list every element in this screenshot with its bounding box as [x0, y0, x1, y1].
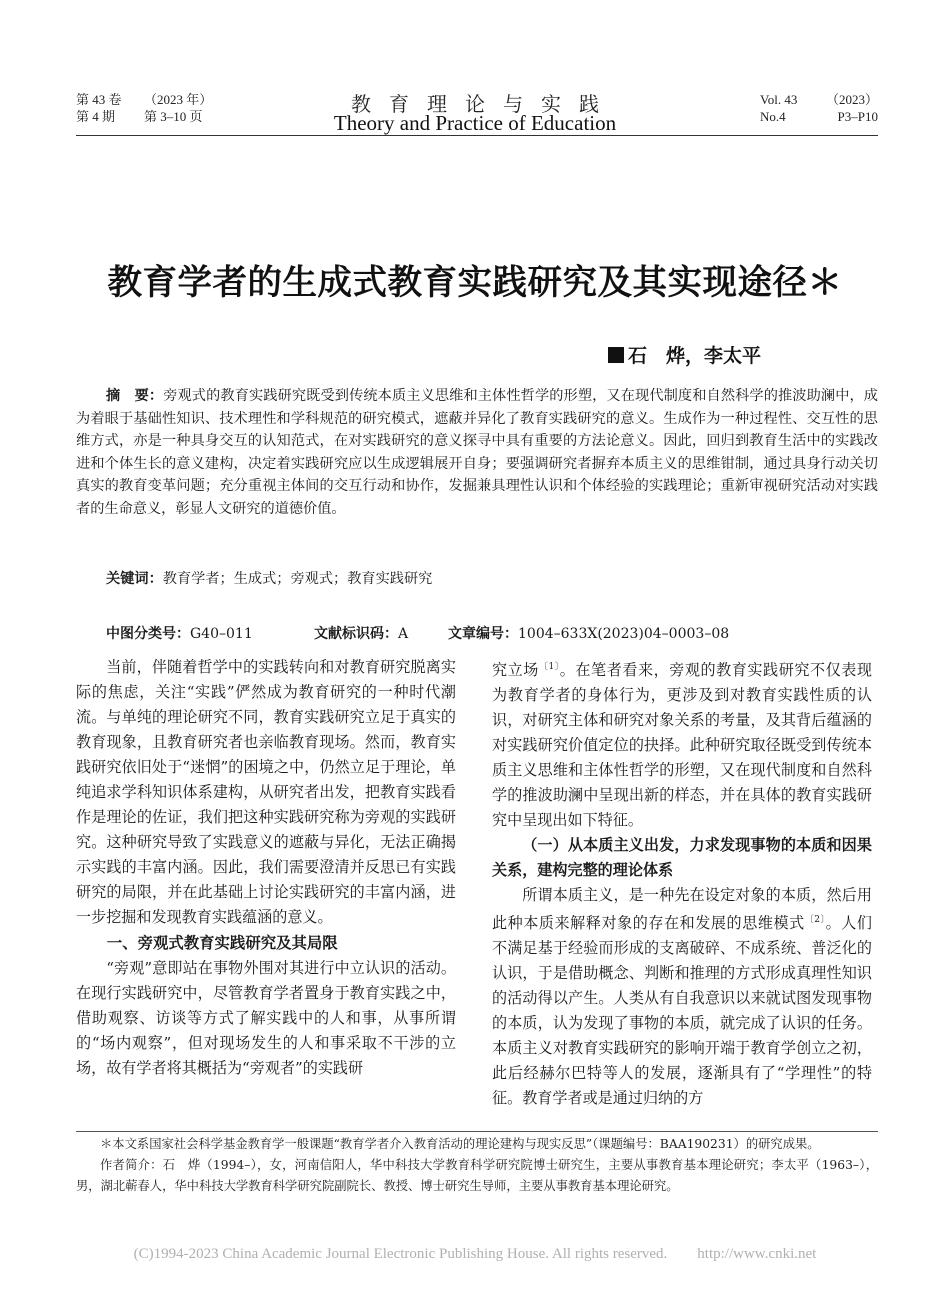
body-paragraph: “旁观”意即站在事物外围对其进行中立认识的活动。在现行实践研究中，尽管教育学者置身于教育实践之中，借助观察、访谈等方式了解实践中的人和事，从事所谓的“场内观察”，但对现场发生的人和事采取不干涉的立场，故有学者将其概括为“旁观者”的实践研	[76, 959, 456, 1077]
clc-label: 中图分类号：	[106, 626, 190, 642]
article-id-label: 文章编号：	[448, 626, 518, 642]
footnotes	[76, 1134, 878, 1197]
journal-title-cn: 教育理论与实践	[351, 92, 617, 116]
authors	[608, 341, 761, 368]
body-column-left	[76, 655, 456, 1081]
section-heading: 一、旁观式教育实践研究及其局限	[106, 934, 338, 952]
footnote-funding: ＊本文系国家社会科学基金教育学一般课题“教育学者介入教育活动的理论建构与现实反思”（课题编号：BAA190231）的研究成果。	[100, 1137, 820, 1151]
copyright-footer: (C)1994-2023 China Academic Journal Electronic Publishing House. All rights reserved. http://www.cnki.net	[133, 1246, 817, 1262]
keywords-label: 关键词：	[106, 571, 163, 587]
citation-ref[interactable]: 〔2〕	[804, 915, 826, 925]
paragraph-lead: 究立场	[492, 661, 539, 679]
body-paragraph: 当前，伴随着哲学中的实践转向和对教育研究脱离实际的焦虑，关注“实践”俨然成为教育研究的一种时代潮流。与单纯的理论研究不同，教育实践研究立足于真实的教育现象，且教育研究者也亲临教育现场。然而，教育实践研究依旧处于“迷惘”的困境之中，仍然立足于理论，单纯追求学科知识体系建构，从研究者出发，把教育实践看作是理论的佐证，我们把这种实践研究称为旁观的实践研究。这种研究导致了实践意义的遮蔽与异化，无法正确揭示实践的丰富内涵。因此，我们需要澄清并反思已有实践研究的局限，并在此基础上讨论实践研究的丰富内涵，进一步挖掘和发现教育实践蕴涵的意义。	[76, 658, 456, 926]
article-id-value: 1004–633X(2023)04–0003–08	[518, 626, 730, 642]
doc-code-label: 文献标识码：	[314, 626, 398, 642]
abstract-label: 摘 要：	[106, 388, 164, 404]
volume-label-en: Vol. 43	[760, 92, 798, 107]
clc-value: G40–011	[190, 626, 253, 642]
classification-line	[106, 623, 729, 643]
year-label: （2023 年）	[144, 92, 213, 107]
doc-code-value: A	[398, 626, 409, 642]
header-right	[760, 91, 878, 125]
header-rule	[76, 135, 878, 136]
year-label-en: （2023）	[825, 92, 878, 107]
body-column-right	[492, 655, 872, 1111]
article-title: 教育学者的生成式教育实践研究及其实现途径＊	[107, 263, 843, 303]
paragraph-text: 。在笔者看来，旁观的教育实践研究不仅表现为教育学者的身体行为，更涉及到对教育实践性质的认识，对研究主体和研究对象关系的考量，及其背后蕴涵的对实践研究价值定位的抉择。此种研究取径既受到传统本质主义思维和主体性哲学的形塑，又在现代制度和自然科学的推波助澜中呈现出新的样态，并在具体的教育实践研究中呈现出如下特征。	[492, 661, 872, 829]
pages-label: 第 3–10 页	[144, 109, 203, 124]
body-paragraph	[492, 883, 872, 1111]
issue-label-en: No.4	[760, 109, 786, 124]
journal-title-en: Theory and Practice of Education	[333, 111, 617, 135]
keywords	[106, 568, 432, 588]
volume-label: 第 43 卷	[76, 92, 122, 107]
footnote-authors: 作者简介：石 烨（1994–），女，河南信阳人，华中科技大学教育科学研究院博士研究生，主要从事教育基本理论研究；李太平（1963–），男，湖北蕲春人，华中科技大学教育科学研究院副院长、教授、博士研究生导师，主要从事教育基本理论研究。	[76, 1158, 878, 1193]
footnote-rule	[76, 1131, 878, 1132]
subsection-heading: （一）从本质主义出发，力求发现事物的本质和因果关系，建构完整的理论体系	[492, 836, 872, 879]
square-bullet-icon	[608, 347, 624, 363]
body-paragraph	[492, 655, 872, 833]
author-names: 石 烨，李太平	[628, 345, 762, 367]
pages-label-en: P3–P10	[837, 109, 878, 124]
keywords-text: 教育学者；生成式；旁观式；教育实践研究	[162, 571, 433, 587]
citation-ref[interactable]: 〔1〕	[538, 662, 560, 672]
abstract	[76, 385, 878, 521]
abstract-text: 旁观式的教育实践研究既受到传统本质主义思维和主体性哲学的形塑，又在现代制度和自然科学的推波助澜中，成为着眼于基础性知识、技术理性和学科规范的研究模式，遮蔽并异化了教育实践研究的意义。生成作为一种过程性、交互性的思维方式，亦是一种具身交互的认知范式，在对实践研究的意义探寻中具有重要的方法论意义。因此，回归到教育生活中的实践改进和个体生长的意义建构，决定着实践研究应以生成逻辑展开自身；要强调研究者摒弃本质主义的思维钳制，通过具身行动关切真实的教育变革问题；充分重视主体间的交互行动和协作，发掘兼具理性认识和个体经验的实践理论；重新审视研究活动对实践者的生命意义，彰显人文研究的道德价值。	[76, 388, 878, 517]
issue-label: 第 4 期	[76, 109, 116, 124]
paragraph-text: 。人们不满足基于经验而形成的支离破碎、不成系统、普泛化的认识，于是借助概念、判断和推理的方式形成真理性知识的活动得以产生。人类从有自我意识以来就试图发现事物的本质，认为发现了事物的本质，就完成了认识的任务。本质主义对教育实践研究的影响开端于教育学创立之初，此后经赫尔巴特等人的发展，逐渐具有了“学理性”的特征。教育学者或是通过归纳的方	[492, 914, 872, 1107]
paragraph-lead: 所谓本质主义，是一种先在设定对象的本质，然后用此种本质来解释对象的存在和发展的思维模式	[492, 886, 872, 932]
